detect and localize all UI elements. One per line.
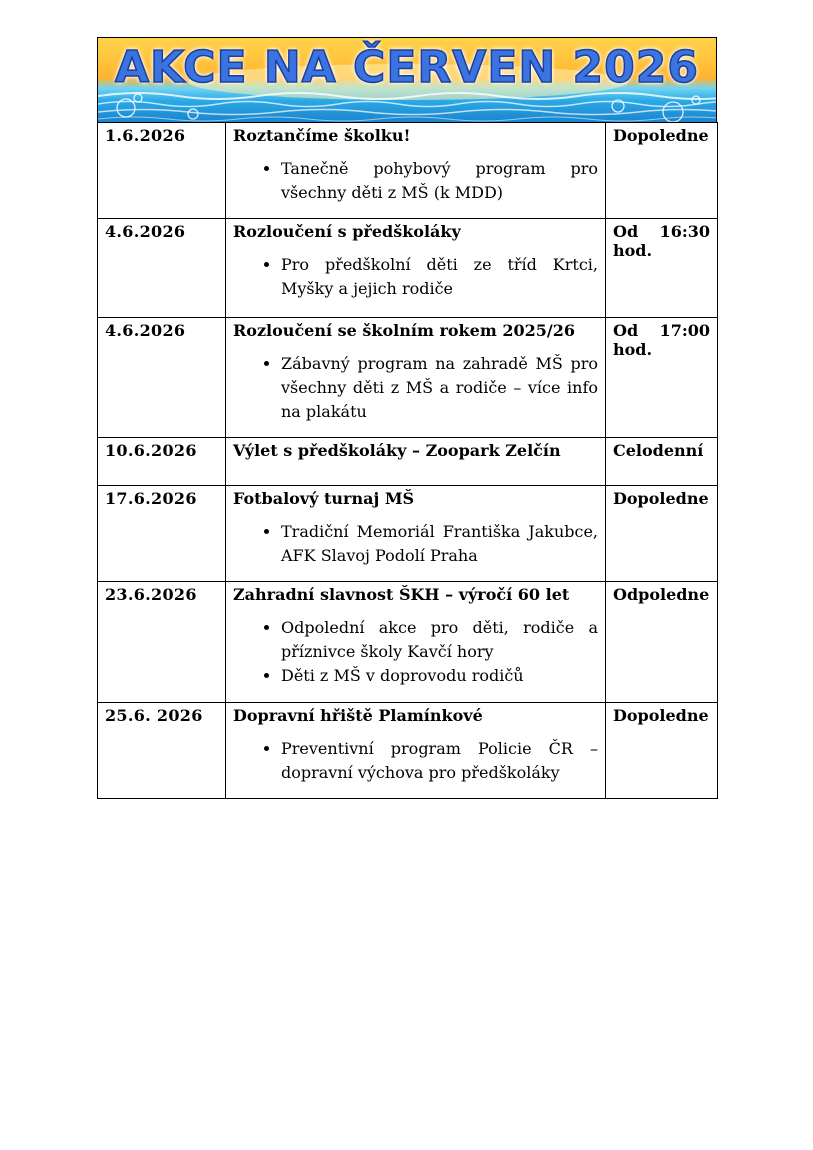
event-points-list xyxy=(233,616,598,688)
event-time: Dopoledne xyxy=(606,123,718,219)
event-points-list xyxy=(233,737,598,785)
event-title: Zahradní slavnost ŠKH – výročí 60 let xyxy=(233,585,570,604)
event-detail-cell xyxy=(226,486,606,582)
event-time: Celodenní xyxy=(606,438,718,486)
event-row xyxy=(98,582,718,703)
event-points-list xyxy=(233,352,598,424)
event-detail-cell xyxy=(226,582,606,703)
event-date: 10.6.2026 xyxy=(98,438,226,486)
event-row xyxy=(98,123,718,219)
event-point: • Tanečně pohybový program pro všechny děti z MŠ (k MDD) xyxy=(281,157,598,205)
event-point: • Preventivní program Policie ČR – dopravní výchova pro předškoláky xyxy=(281,737,598,785)
event-time: Dopoledne xyxy=(606,486,718,582)
event-detail-cell xyxy=(226,123,606,219)
event-points-list xyxy=(233,520,598,568)
event-title: Rozloučení s předškoláky xyxy=(233,222,461,241)
event-title: Fotbalový turnaj MŠ xyxy=(233,489,415,508)
event-row xyxy=(98,318,718,438)
event-point: • Děti z MŠ v doprovodu rodičů xyxy=(281,664,598,688)
event-time: Od 17:00 hod. xyxy=(606,318,718,438)
event-row xyxy=(98,438,718,486)
event-title: Dopravní hřiště Plamínkové xyxy=(233,706,483,725)
event-detail-cell xyxy=(226,438,606,486)
event-points-list xyxy=(233,157,598,205)
header-banner xyxy=(97,37,717,122)
event-time: Od 16:30 hod. xyxy=(606,219,718,318)
event-date: 23.6.2026 xyxy=(98,582,226,703)
event-point: • Odpolední akce pro děti, rodiče a příznivce školy Kavčí hory xyxy=(281,616,598,664)
banner-title: AKCE NA ČERVEN 2026 xyxy=(115,42,699,93)
event-row xyxy=(98,486,718,582)
event-title: Rozloučení se školním rokem 2025/26 xyxy=(233,321,575,340)
events-table xyxy=(97,122,718,799)
event-sheet xyxy=(97,37,717,799)
event-date: 17.6.2026 xyxy=(98,486,226,582)
event-row xyxy=(98,219,718,318)
event-point: • Tradiční Memoriál Františka Jakubce, AFK Slavoj Podolí Praha xyxy=(281,520,598,568)
event-detail-cell xyxy=(226,219,606,318)
event-row xyxy=(98,703,718,799)
event-detail-cell xyxy=(226,703,606,799)
event-points-list xyxy=(233,253,598,301)
event-title: Roztančíme školku! xyxy=(233,126,411,145)
event-point: • Pro předškolní děti ze tříd Krtci, Myšky a jejich rodiče xyxy=(281,253,598,301)
event-point: • Zábavný program na zahradě MŠ pro všechny děti z MŠ a rodiče – více info na plakátu xyxy=(281,352,598,424)
event-date: 1.6.2026 xyxy=(98,123,226,219)
event-date: 25.6. 2026 xyxy=(98,703,226,799)
event-date: 4.6.2026 xyxy=(98,318,226,438)
event-time: Dopoledne xyxy=(606,703,718,799)
event-date: 4.6.2026 xyxy=(98,219,226,318)
event-time: Odpoledne xyxy=(606,582,718,703)
event-detail-cell xyxy=(226,318,606,438)
event-title: Výlet s předškoláky – Zoopark Zelčín xyxy=(233,441,561,460)
